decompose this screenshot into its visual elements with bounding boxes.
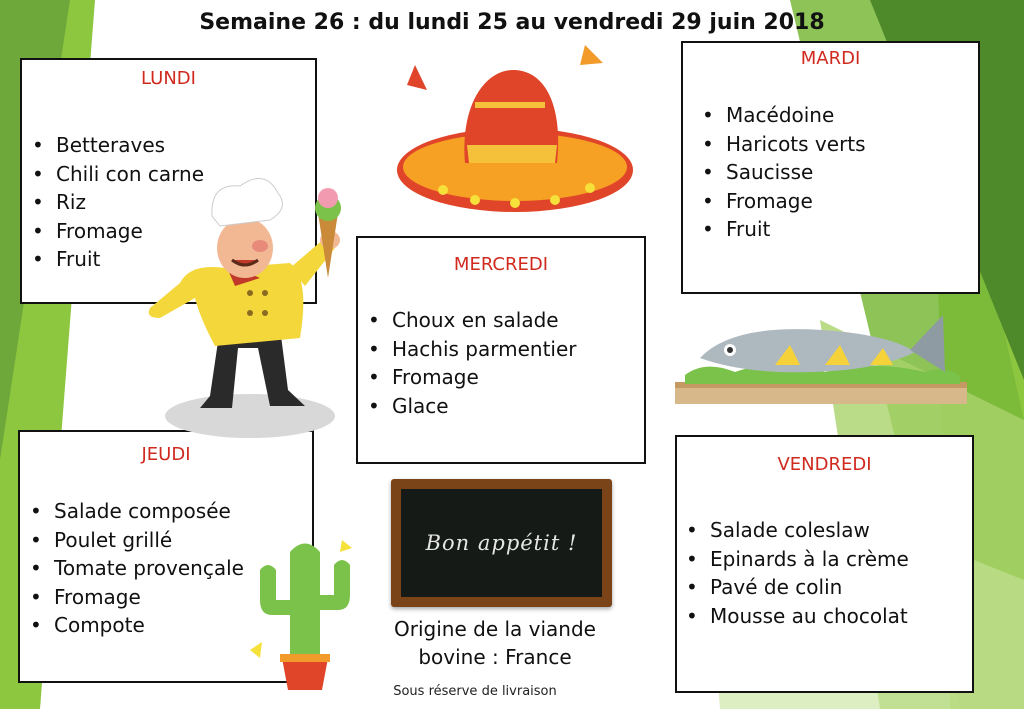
page-title: Semaine 26 : du lundi 25 au vendredi 29 juin 2018 <box>199 10 825 35</box>
chalkboard-surface <box>401 489 602 597</box>
menu-item: • Glace <box>362 392 577 421</box>
chalkboard-text: Bon appétit ! <box>425 531 578 555</box>
menu-item: • Hachis parmentier <box>362 335 577 364</box>
origin-line-1: Origine de la viande <box>394 617 596 641</box>
menu-item: • Tomate provençale <box>24 554 244 583</box>
menu-item: • Betteraves <box>26 131 204 160</box>
menu-item: • Salade composée <box>24 497 244 526</box>
menu-item: • Fruit <box>26 245 204 274</box>
menu-item: • Riz <box>26 188 204 217</box>
delivery-disclaimer: Sous réserve de livraison <box>393 684 557 699</box>
day-box-mardi <box>681 41 980 294</box>
chef-icon <box>140 168 355 443</box>
meat-origin-note <box>370 615 620 671</box>
origin-line-2: bovine : France <box>418 645 572 669</box>
day-box-vendredi <box>675 435 974 693</box>
menu-item: • Fromage <box>362 363 577 392</box>
menu-item: • Compote <box>24 611 244 640</box>
menu-item: • Haricots verts <box>696 130 866 159</box>
chalkboard <box>391 479 612 607</box>
menu-item: • Macédoine <box>696 101 866 130</box>
menu-item: • Salade coleslaw <box>680 516 909 545</box>
menu-item: • Fromage <box>26 217 204 246</box>
menu-item: • Fromage <box>696 187 866 216</box>
day-box-mercredi <box>356 236 646 464</box>
day-name-jeudi: JEUDI <box>141 444 191 465</box>
menu-list-vendredi <box>680 516 909 630</box>
day-name-lundi: LUNDI <box>141 68 196 89</box>
menu-list-jeudi <box>24 497 244 640</box>
menu-item: • Fromage <box>24 583 244 612</box>
fish-dish-icon <box>675 310 970 410</box>
menu-item: • Chili con carne <box>26 160 204 189</box>
menu-item: • Choux en salade <box>362 306 577 335</box>
menu-list-mardi <box>696 101 866 244</box>
menu-item: • Saucisse <box>696 158 866 187</box>
day-name-mercredi: MERCREDI <box>453 254 549 275</box>
menu-list-mercredi <box>362 306 577 420</box>
sombrero-icon <box>395 45 635 220</box>
menu-item: • Epinards à la crème <box>680 545 909 574</box>
day-name-vendredi: VENDREDI <box>777 454 872 475</box>
menu-item: • Fruit <box>696 215 866 244</box>
menu-item: • Mousse au chocolat <box>680 602 909 631</box>
cactus-icon <box>250 530 365 695</box>
menu-item: • Pavé de colin <box>680 573 909 602</box>
menu-item: • Poulet grillé <box>24 526 244 555</box>
day-name-mardi: MARDI <box>800 48 861 69</box>
